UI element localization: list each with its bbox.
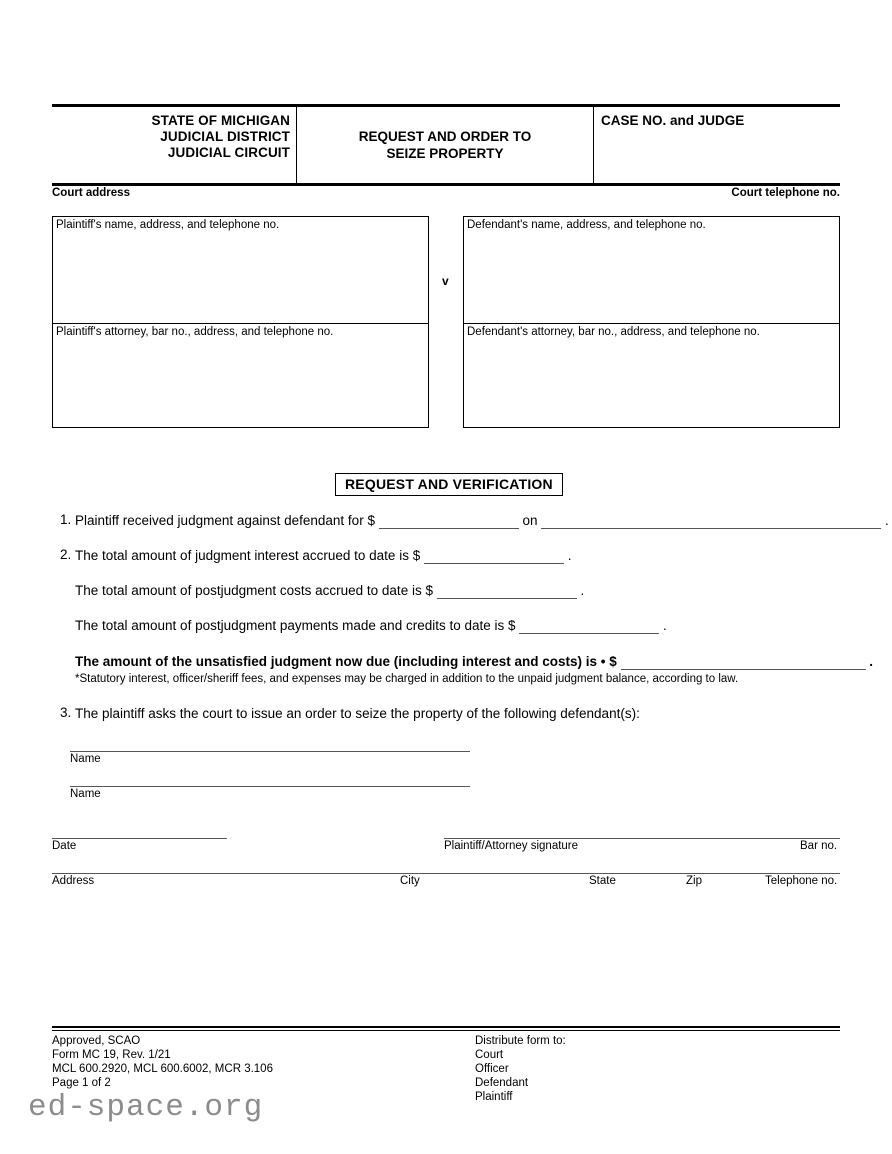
- date-line[interactable]: [52, 838, 227, 839]
- unsatisfied-judgment-period: .: [869, 654, 874, 669]
- form-title-cell: [297, 107, 594, 183]
- party-boxes: [52, 216, 840, 428]
- item-1-period: .: [885, 513, 889, 528]
- plaintiff-attorney-label: Plaintiff's attorney, bar no., address, and telephone no.: [56, 326, 334, 338]
- name-label-2: Name: [70, 788, 101, 800]
- item-1-number: 1.: [60, 512, 72, 527]
- distribute-item-defendant: Defendant: [475, 1077, 529, 1089]
- defendant-column: [463, 216, 840, 428]
- item-2-interest-label: The total amount of judgment interest accrued to date is $: [75, 548, 421, 563]
- form-title-line-2: SEIZE PROPERTY: [386, 146, 504, 161]
- unsatisfied-judgment-label: The amount of the unsatisfied judgment now due (including interest and costs) is • $: [75, 654, 617, 669]
- plaintiff-name-box[interactable]: [52, 216, 429, 323]
- item-3-text: The plaintiff asks the court to issue an order to seize the property of the following defendant(s):: [75, 706, 640, 721]
- versus-separator: v: [442, 274, 449, 288]
- distribute-form-to-label: Distribute form to:: [475, 1035, 566, 1047]
- defendant-attorney-label: Defendant's attorney, bar no., address, and telephone no.: [467, 326, 760, 338]
- telephone-label: Telephone no.: [765, 875, 838, 887]
- state-label: State: [589, 875, 616, 887]
- court-identity-cell: [52, 107, 297, 183]
- site-watermark: ed-space.org: [28, 1090, 264, 1125]
- signature-line[interactable]: [444, 838, 840, 839]
- bar-no-label: Bar no.: [800, 840, 838, 852]
- item-2-costs-period: .: [580, 583, 585, 598]
- statute-citations-label: MCL 600.2920, MCL 600.6002, MCR 3.106: [52, 1063, 273, 1075]
- signature-label: Plaintiff/Attorney signature: [444, 840, 579, 852]
- footer-distribution: [475, 1034, 840, 1104]
- date-label: Date: [52, 840, 77, 852]
- caption-block: [52, 104, 840, 199]
- plaintiff-attorney-box[interactable]: [52, 323, 429, 428]
- defendant-attorney-box[interactable]: [463, 323, 840, 428]
- distribute-item-officer: Officer: [475, 1063, 509, 1075]
- item-1-label-a: Plaintiff received judgment against defendant for $: [75, 513, 375, 528]
- item-3-number: 3.: [60, 705, 72, 720]
- item-2-costs-label: The total amount of postjudgment costs accrued to date is $: [75, 583, 433, 598]
- defendant-name-line-2[interactable]: [70, 786, 470, 787]
- form-title-line-1: REQUEST AND ORDER TO: [358, 129, 532, 144]
- court-address-label: Court address: [52, 187, 130, 199]
- approved-scao-label: Approved, SCAO: [52, 1035, 141, 1047]
- address-label: Address: [52, 875, 95, 887]
- plaintiff-name-label: Plaintiff's name, address, and telephone no.: [56, 219, 280, 231]
- postjudgment-payments-field[interactable]: [519, 620, 659, 634]
- item-2-interest-text: [75, 547, 572, 564]
- item-2-number: 2.: [60, 547, 72, 562]
- unsatisfied-judgment-field[interactable]: [621, 656, 866, 670]
- item-2-interest-period: .: [567, 548, 572, 563]
- caption-body: [52, 107, 840, 183]
- request-and-verification-heading: REQUEST AND VERIFICATION: [335, 473, 563, 496]
- address-line[interactable]: [52, 873, 840, 874]
- court-telephone-label: Court telephone no.: [731, 187, 840, 199]
- item-2-payments-period: .: [663, 618, 667, 633]
- defendant-name-box[interactable]: [463, 216, 840, 323]
- case-no-and-judge-label: CASE NO. and JUDGE: [601, 113, 745, 128]
- judgment-interest-field[interactable]: [424, 550, 564, 564]
- caption-footer-labels: [52, 186, 840, 199]
- item-1-label-b: on: [522, 513, 538, 528]
- judgment-date-field[interactable]: [541, 515, 881, 529]
- case-number-cell[interactable]: [594, 107, 840, 183]
- state-of-michigan-label: STATE OF MICHIGAN: [151, 113, 290, 128]
- judicial-circuit-label: JUDICIAL CIRCUIT: [167, 145, 290, 160]
- statutory-interest-footnote: *Statutory interest, officer/sheriff fees, and expenses may be charged in addition to the unpaid judgment balance, according to law.: [75, 673, 739, 685]
- plaintiff-column: [52, 216, 429, 428]
- name-label-1: Name: [70, 753, 101, 765]
- unsatisfied-judgment-text: [75, 653, 873, 670]
- judicial-district-label: JUDICIAL DISTRICT: [160, 129, 290, 144]
- zip-label: Zip: [686, 875, 702, 887]
- defendant-name-label: Defendant's name, address, and telephone no.: [467, 219, 706, 231]
- distribute-item-plaintiff: Plaintiff: [475, 1091, 513, 1103]
- page-number-label: Page 1 of 2: [52, 1077, 111, 1089]
- city-label: City: [400, 875, 420, 887]
- judgment-amount-field[interactable]: [379, 515, 519, 529]
- defendant-name-line-1[interactable]: [70, 751, 470, 752]
- item-1-text: [75, 512, 889, 529]
- item-2-payments-text: [75, 617, 667, 634]
- form-number-label: Form MC 19, Rev. 1/21: [52, 1049, 171, 1061]
- distribute-item-court: Court: [475, 1049, 504, 1061]
- item-2-payments-label: The total amount of postjudgment payments made and credits to date is $: [75, 618, 516, 633]
- item-2-costs-text: [75, 582, 584, 599]
- postjudgment-costs-field[interactable]: [437, 585, 577, 599]
